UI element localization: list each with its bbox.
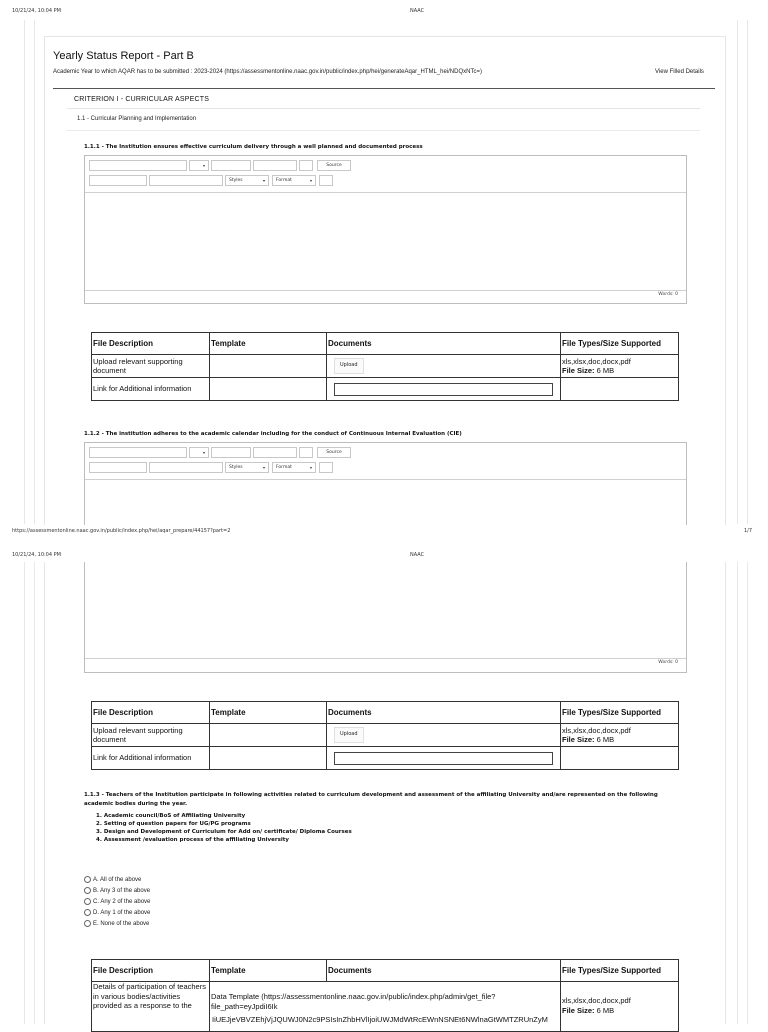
option-d[interactable]: D. Any 1 of the above	[84, 908, 150, 919]
rich-text-editor-1-1-1[interactable]	[84, 155, 687, 304]
chevron-down-icon: ▾	[202, 450, 205, 455]
template-url-overflow: IiUEJjeVBVZEhjVjJQUWJ0N2c9PSIsInZhbHVlIjoiUWJMdWtRcEWnNSNEt6NWlnaGtWMTZRUnZyM	[212, 1016, 548, 1024]
chevron-down-icon: ▾	[309, 465, 312, 470]
option-a[interactable]: A. All of the above	[84, 875, 150, 886]
header-file-types: File Types/Size Supported	[561, 702, 679, 724]
font-select[interactable]	[89, 160, 187, 171]
radio-icon[interactable]	[84, 887, 91, 894]
font-dropdown[interactable]	[189, 160, 209, 171]
academic-year-line: Academic Year to which AQAR has to be submitted : 2023-2024 (https://assessmentonline.naac.gov.in/public/index.php/hei/generateAqar_HTML_hei/NDQxNTc=)	[53, 69, 482, 75]
word-count: Words: 0	[658, 292, 678, 297]
word-count: Words: 0	[658, 660, 678, 665]
list-item: 2. Setting of question papers for UG/PG programs	[96, 821, 251, 827]
toolbar-field[interactable]	[253, 160, 297, 171]
print-footer-url: https://assessmentonline.naac.gov.in/public/index.php/hei/aqar_prepare/44157?part=2	[12, 528, 231, 534]
file-types-cell: xls,xlsx,doc,docx,pdf File Size: 6 MB	[561, 724, 679, 747]
chevron-down-icon: ▾	[262, 465, 265, 470]
header-file-types: File Types/Size Supported	[561, 960, 679, 982]
chevron-down-icon: ▾	[262, 178, 265, 183]
header-template: Template	[210, 960, 327, 982]
toolbar-field[interactable]	[211, 447, 251, 458]
chevron-down-icon: ▾	[309, 178, 312, 183]
toolbar-field[interactable]	[319, 175, 333, 186]
source-button[interactable]: Source	[317, 447, 351, 458]
page-title: Yearly Status Report - Part B	[53, 50, 194, 62]
view-filled-details-link[interactable]: View Filled Details	[655, 69, 704, 75]
format-select[interactable]: Format ▾	[272, 175, 316, 186]
additional-link-input[interactable]	[334, 383, 553, 396]
chevron-down-icon: ▾	[202, 163, 205, 168]
question-1-1-3: 1.1.3 - Teachers of the Institution participate in following activities related to curriculum development and assessment of the affiliating University and/are represented on the following academic bodies during the year.	[84, 792, 658, 807]
rich-text-editor-1-1-2[interactable]	[84, 442, 687, 525]
print-header-site: NAAC	[410, 552, 425, 558]
print-header-site: NAAC	[410, 8, 425, 14]
styles-select[interactable]: Styles ▾	[225, 462, 269, 473]
header-file-description: File Description	[92, 333, 210, 355]
file-types-cell: xls,xlsx,doc,docx,pdf File Size: 6 MB	[561, 982, 679, 1032]
upload-button[interactable]: Upload	[334, 727, 364, 743]
option-b[interactable]: B. Any 3 of the above	[84, 886, 150, 897]
row-link-description: Link for Additional information	[92, 378, 210, 401]
toolbar-field[interactable]	[149, 462, 223, 473]
toolbar-field[interactable]	[299, 160, 313, 171]
row-upload-description: Upload relevant supporting document	[92, 724, 210, 747]
radio-icon[interactable]	[84, 898, 91, 905]
list-item: 3. Design and Development of Curriculum for Add on/ certificate/ Diploma Courses	[96, 829, 352, 835]
details-description: Details of participation of teachers in various bodies/activities provided as a response to the	[92, 982, 210, 1032]
header-documents: Documents	[327, 960, 561, 982]
file-types-cell: xls,xlsx,doc,docx,pdf File Size: 6 MB	[561, 355, 679, 378]
print-footer-page: 1/7	[744, 528, 753, 534]
header-documents: Documents	[327, 702, 561, 724]
toolbar-field[interactable]	[89, 462, 147, 473]
list-item: 4. Assessment /evaluation process of the affiliating University	[96, 837, 289, 843]
radio-icon[interactable]	[84, 909, 91, 916]
option-c[interactable]: C. Any 2 of the above	[84, 897, 150, 908]
data-template-link[interactable]: Data Template (https://assessmentonline.naac.gov.in/public/index.php/admin/get_file?file_path=eyJpdiI6Ik	[210, 982, 561, 1032]
toolbar-field[interactable]	[299, 447, 313, 458]
header-documents: Documents	[327, 333, 561, 355]
radio-icon[interactable]	[84, 876, 91, 883]
header-file-types: File Types/Size Supported	[561, 333, 679, 355]
toolbar-field[interactable]	[253, 447, 297, 458]
upload-button[interactable]: Upload	[334, 358, 364, 374]
toolbar-field[interactable]	[211, 160, 251, 171]
list-item: 1. Academic council/BoS of Affiliating University	[96, 813, 246, 819]
question-1-1-3-items	[96, 812, 352, 844]
row-upload-description: Upload relevant supporting document	[92, 355, 210, 378]
toolbar-field[interactable]	[149, 175, 223, 186]
radio-icon[interactable]	[84, 920, 91, 927]
header-template: Template	[210, 333, 327, 355]
print-header-datetime: 10/21/24, 10:04 PM	[12, 8, 61, 14]
font-dropdown[interactable]	[189, 447, 209, 458]
source-button[interactable]: Source	[317, 160, 351, 171]
rich-text-editor-1-1-2-continued[interactable]	[84, 562, 687, 673]
criterion-heading: CRITERION I - CURRICULAR ASPECTS	[74, 96, 210, 103]
header-file-description: File Description	[92, 960, 210, 982]
font-select[interactable]	[89, 447, 187, 458]
section-heading: 1.1 - Curricular Planning and Implementation	[77, 116, 197, 122]
toolbar-field[interactable]	[89, 175, 147, 186]
option-group	[84, 875, 150, 930]
styles-select[interactable]: Styles ▾	[225, 175, 269, 186]
option-e[interactable]: E. None of the above	[84, 919, 150, 930]
print-header-datetime: 10/21/24, 10:04 PM	[12, 552, 61, 558]
header-template: Template	[210, 702, 327, 724]
question-1-1-1: 1.1.1 - The Institution ensures effective curriculum delivery through a well planned and documented process	[84, 144, 423, 150]
format-select[interactable]: Format ▾	[272, 462, 316, 473]
toolbar-field[interactable]	[319, 462, 333, 473]
file-table-1-1-2	[91, 701, 679, 770]
file-table-1-1-1	[91, 332, 679, 401]
additional-link-input[interactable]	[334, 752, 553, 765]
header-file-description: File Description	[92, 702, 210, 724]
row-link-description: Link for Additional information	[92, 747, 210, 770]
question-1-1-2: 1.1.2 - The institution adheres to the academic calendar including for the conduct of Continuous Internal Evaluation (CIE)	[84, 431, 462, 437]
